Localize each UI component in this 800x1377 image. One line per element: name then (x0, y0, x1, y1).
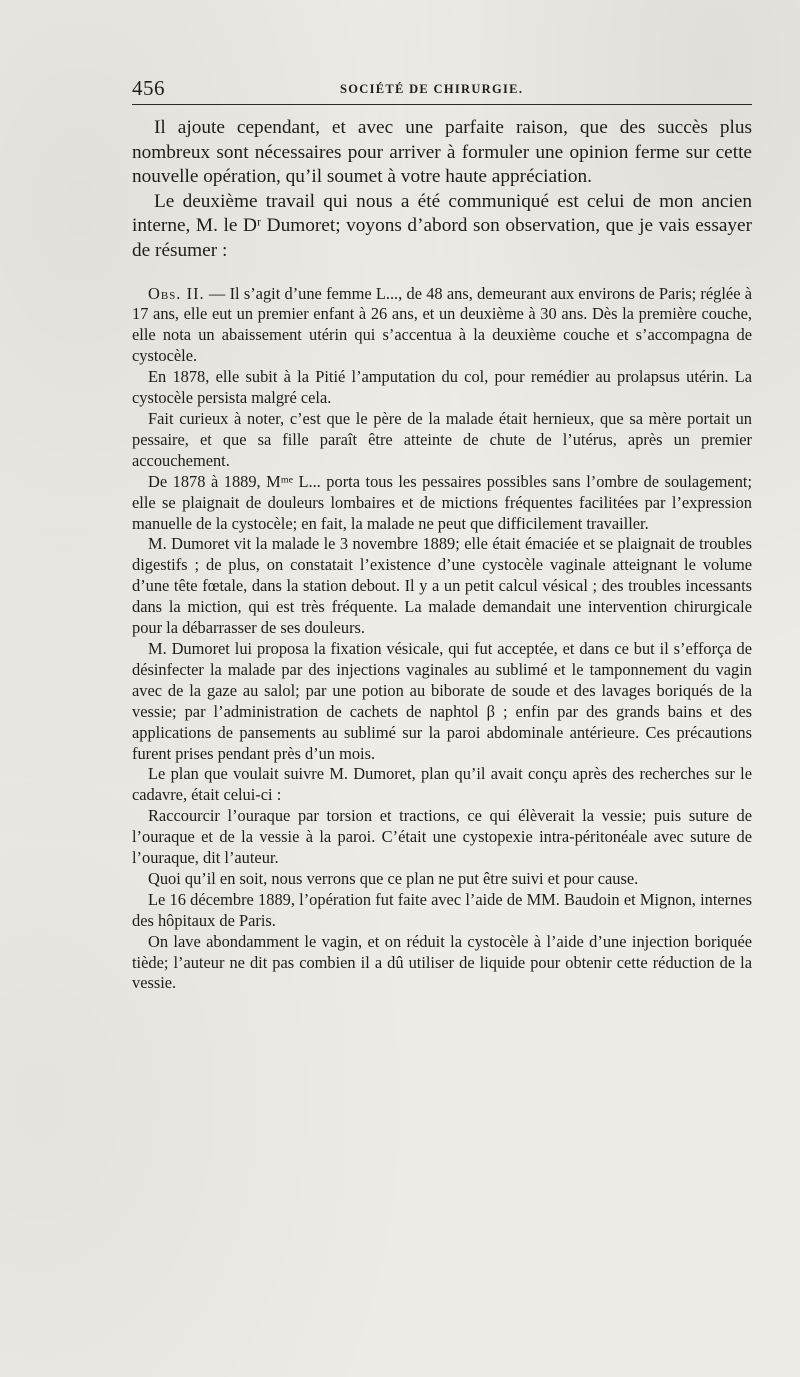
observation-first-paragraph (132, 284, 752, 368)
paragraph: En 1878, elle subit à la Pitié l’amputation du col, pour remédier au prolapsus utérin. La cystocèle persista malgré cela. (132, 367, 752, 408)
paragraph: Quoi qu’il en soit, nous verrons que ce plan ne put être suivi et pour cause. (148, 868, 639, 888)
header-rule (132, 104, 752, 105)
paragraph: M. Dumoret lui proposa la fixation vésicale, qui fut acceptée, et dans ce but il s’efforça de désinfecter la malade par des injections vaginales au sublimé et le tamponnement du vagin avec de la gaze au salol; par une potion au biborate de soude et des lavages boriqués de la vessie; par l’administration de cachets de naphtol β ; enfin par des grands bains et des applications de pansements au sublimé sur la paroi abdominale antérieure. Ces précautions furent prises pendant près d’un mois. (132, 638, 752, 763)
page-body (132, 116, 752, 994)
observation-text: — Il s’agit d’une femme L..., de 48 ans, demeurant aux environs de Paris; réglée à 17 ans, elle eut un premier enfant à 26 ans, et un deuxième à 30 ans. Dès la première couche, elle nota un abaissement utérin qui s’accentua à la deuxième couche et s’accompagna de cystocèle. (132, 283, 752, 366)
paragraph: Raccourcir l’ouraque par torsion et tractions, ce qui élèverait la vessie; puis suture de l’ouraque et de la vessie à la paroi. C’était une cystopexie intra-péritonéale avec suture de l’ouraque, dit l’auteur. (132, 806, 752, 868)
paragraph: Il ajoute cependant, et avec une parfaite raison, que des succès plus nombreux sont nécessaires pour arriver à formuler une opinion ferme sur cette nouvelle opération, qu’il soumet à votre haute appréciation. (132, 117, 752, 188)
running-title: SOCIÉTÉ DE CHIRURGIE. (340, 82, 524, 96)
page-header (132, 76, 752, 104)
paragraph: De 1878 à 1889, Mᵐᵉ L... porta tous les pessaires possibles sans l’ombre de soulagement; elle se plaignait de douleurs lombaires et de mictions fréquentes facilitées par l’expression manuelle de la cystocèle; en fait, la malade ne peut que difficilement travailler. (132, 471, 752, 533)
paragraph: Le deuxième travail qui nous a été communiqué est celui de mon ancien interne, M. le Dʳ Dumoret; voyons d’abord son observation, que je vais essayer de résumer : (132, 190, 752, 261)
intro-section (132, 116, 752, 264)
paragraph: Fait curieux à noter, c’est que le père de la malade était hernieux, que sa mère portait un pessaire, et que sa fille paraît être atteinte de chute de l’utérus, après un premier accouchement. (132, 409, 752, 470)
paragraph: Le plan que voulait suivre M. Dumoret, plan qu’il avait conçu après des recherches sur le cadavre, était celui-ci : (132, 764, 752, 805)
paragraph: Le 16 décembre 1889, l’opération fut faite avec l’aide de MM. Baudoin et Mignon, internes des hôpitaux de Paris. (132, 889, 752, 930)
paragraph: On lave abondamment le vagin, et on réduit la cystocèle à l’aide d’une injection boriquée tiède; l’auteur ne dit pas combien il a dû utiliser de liquide pour obtenir cette réduction de la vessie. (132, 931, 752, 993)
observation-label: Obs. II. (148, 283, 205, 303)
page-number: 456 (132, 76, 165, 100)
observation-section (132, 284, 752, 995)
paragraph: M. Dumoret vit la malade le 3 novembre 1889; elle était émaciée et se plaignait de troubles digestifs ; de plus, on constatait l’existence d’une cystocèle vaginale atteignant le volume d’une tête fœtale, dans la station debout. Il y a un petit calcul vésical ; des troubles incessants dans la miction, qui est très fréquente. La malade demandait une intervention chirurgicale pour la débarrasser de ses douleurs. (132, 534, 752, 638)
